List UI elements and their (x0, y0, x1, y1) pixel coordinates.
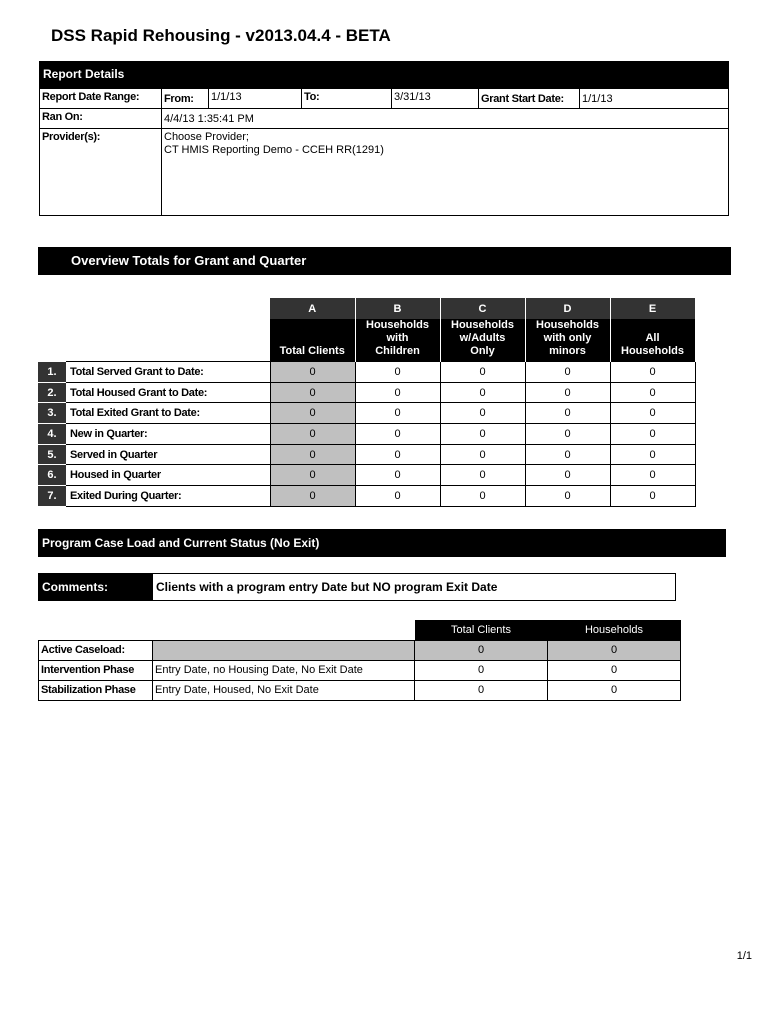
table-cell: 0 (415, 640, 548, 660)
from-value: 1/1/13 (209, 89, 302, 109)
table-cell: 0 (440, 403, 525, 424)
table-row (39, 660, 681, 680)
row-description: Entry Date, no Housing Date, No Exit Date (153, 660, 415, 680)
row-description (153, 640, 415, 660)
table-cell: 0 (525, 382, 610, 403)
table-cell: 0 (440, 362, 525, 383)
table-cell: 0 (440, 444, 525, 465)
to-value: 3/31/13 (392, 89, 479, 109)
comments-text: Clients with a program entry Date but NO program Exit Date (156, 580, 498, 594)
row-label: Total Exited Grant to Date: (66, 403, 270, 424)
table-cell: 0 (355, 403, 440, 424)
column-header-total-clients: Total Clients (415, 620, 548, 640)
table-cell: 0 (355, 465, 440, 486)
overview-table (38, 298, 696, 507)
table-cell: 0 (355, 444, 440, 465)
table-row (38, 444, 695, 465)
table-cell: 0 (415, 660, 548, 680)
table-cell: 0 (440, 465, 525, 486)
row-label: Served in Quarter (66, 444, 270, 465)
table-cell: 0 (525, 403, 610, 424)
grant-start-label: Grant Start Date: (479, 89, 580, 109)
table-cell: 0 (525, 444, 610, 465)
date-range-label: Report Date Range: (40, 89, 162, 109)
providers-label: Provider(s): (40, 129, 162, 215)
table-cell: 0 (415, 680, 548, 700)
table-cell: 0 (270, 444, 355, 465)
table-row (38, 362, 695, 383)
row-label: Active Caseload: (39, 640, 153, 660)
table-row (38, 465, 695, 486)
table-cell: 0 (610, 403, 695, 424)
table-row (39, 680, 681, 700)
table-cell: 0 (270, 403, 355, 424)
table-cell: 0 (548, 680, 681, 700)
column-letter: A (270, 298, 355, 319)
report-details-header: Report Details (39, 61, 729, 88)
table-cell: 0 (355, 382, 440, 403)
row-number: 1. (38, 362, 66, 383)
table-row (38, 403, 695, 424)
column-header-households-adults: Households w/Adults Only (440, 319, 525, 362)
report-details-box (39, 88, 729, 216)
grant-start-value: 1/1/13 (580, 89, 728, 109)
table-cell: 0 (610, 382, 695, 403)
column-header-households-children: Households with Children (355, 319, 440, 362)
providers-value (162, 129, 728, 215)
table-cell: 0 (610, 486, 695, 507)
row-label: Total Housed Grant to Date: (66, 382, 270, 403)
table-cell: 0 (525, 486, 610, 507)
row-number: 5. (38, 444, 66, 465)
table-cell: 0 (548, 660, 681, 680)
ran-on-label: Ran On: (40, 109, 162, 129)
column-letter: B (355, 298, 440, 319)
table-cell: 0 (525, 465, 610, 486)
table-row (38, 424, 695, 445)
table-cell: 0 (610, 362, 695, 383)
report-title: DSS Rapid Rehousing - v2013.04.4 - BETA (51, 26, 391, 45)
column-header-households-minors: Households with only minors (525, 319, 610, 362)
row-number: 3. (38, 403, 66, 424)
row-label: Exited During Quarter: (66, 486, 270, 507)
from-label: From: (162, 89, 209, 109)
table-cell: 0 (270, 486, 355, 507)
comments-label: Comments: (39, 574, 153, 600)
column-header-all-households: All Households (610, 319, 695, 362)
table-cell: 0 (270, 362, 355, 383)
table-row (39, 640, 681, 660)
column-letter: C (440, 298, 525, 319)
column-letter: E (610, 298, 695, 319)
table-cell: 0 (440, 486, 525, 507)
row-number: 6. (38, 465, 66, 486)
table-cell: 0 (270, 465, 355, 486)
table-row (38, 486, 695, 507)
table-cell: 0 (355, 362, 440, 383)
row-description: Entry Date, Housed, No Exit Date (153, 680, 415, 700)
table-cell: 0 (440, 382, 525, 403)
row-number: 4. (38, 424, 66, 445)
table-cell: 0 (525, 424, 610, 445)
ran-on-value: 4/4/13 1:35:41 PM (162, 109, 728, 129)
table-cell: 0 (610, 424, 695, 445)
table-cell: 0 (525, 362, 610, 383)
table-row (38, 382, 695, 403)
row-label: New in Quarter: (66, 424, 270, 445)
table-cell: 0 (548, 640, 681, 660)
column-letter: D (525, 298, 610, 319)
table-cell: 0 (355, 486, 440, 507)
table-cell: 0 (610, 444, 695, 465)
row-label: Intervention Phase (39, 660, 153, 680)
row-number: 2. (38, 382, 66, 403)
table-cell: 0 (270, 424, 355, 445)
caseload-header: Program Case Load and Current Status (No Exit) (38, 529, 726, 557)
overview-header: Overview Totals for Grant and Quarter (38, 247, 731, 275)
caseload-table (38, 620, 681, 701)
row-label: Total Served Grant to Date: (66, 362, 270, 383)
table-cell: 0 (440, 424, 525, 445)
row-label: Stabilization Phase (39, 680, 153, 700)
providers-line-2: CT HMIS Reporting Demo - CCEH RR(1291) (164, 144, 384, 156)
comments-box (38, 573, 676, 601)
column-header-total-clients: Total Clients (270, 319, 355, 362)
column-header-households: Households (548, 620, 681, 640)
page-indicator: 1/1 (736, 950, 752, 962)
to-label: To: (302, 89, 392, 109)
row-number: 7. (38, 486, 66, 507)
table-cell: 0 (270, 382, 355, 403)
row-label: Housed in Quarter (66, 465, 270, 486)
table-cell: 0 (610, 465, 695, 486)
table-cell: 0 (355, 424, 440, 445)
providers-line-1: Choose Provider; (164, 131, 249, 143)
